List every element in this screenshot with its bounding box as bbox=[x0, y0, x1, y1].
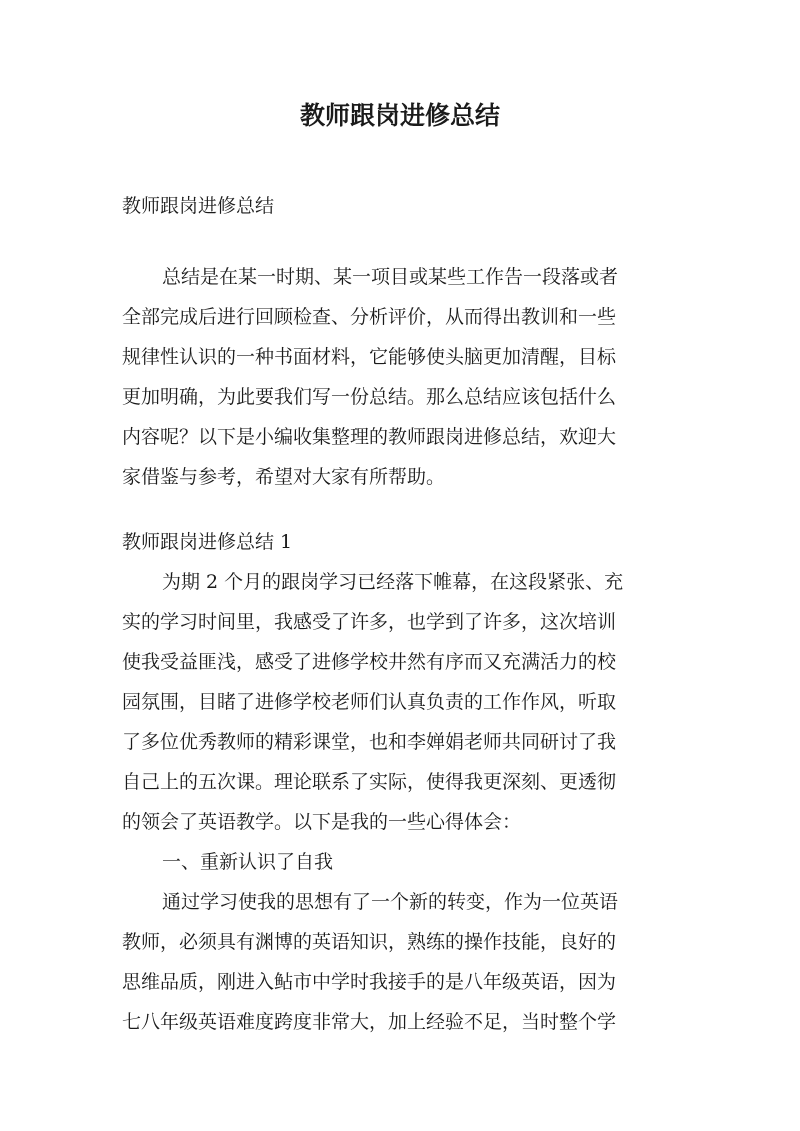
section-paragraph-line: 为期 2 个月的跟岗学习已经落下帷幕，在这段紧张、充 bbox=[162, 571, 624, 593]
section-paragraph-line: 自己上的五次课。理论联系了实际，使得我更深刻、更透彻 bbox=[122, 771, 617, 793]
intro-paragraph-line: 家借鉴与参考，希望对大家有所帮助。 bbox=[122, 466, 446, 488]
intro-paragraph-line: 规律性认识的一种书面材料，它能够使头脑更加清醒，目标 bbox=[122, 346, 617, 368]
body-paragraph-line: 教师，必须具有渊博的英语知识，熟练的操作技能，良好的 bbox=[122, 931, 617, 953]
body-paragraph-line: 通过学习使我的思想有了一个新的转变，作为一位英语 bbox=[162, 891, 619, 913]
body-paragraph-line: 思维品质，刚进入鲇市中学时我接手的是八年级英语，因为 bbox=[122, 971, 617, 993]
intro-paragraph-line: 总结是在某一时期、某一项目或某些工作告一段落或者 bbox=[162, 266, 619, 288]
intro-paragraph-line: 更加明确，为此要我们写一份总结。那么总结应该包括什么 bbox=[122, 386, 617, 408]
document-title: 教师跟岗进修总结 bbox=[299, 101, 500, 130]
section-paragraph-line: 使我受益匪浅，感受了进修学校井然有序而又充满活力的校 bbox=[122, 651, 617, 673]
intro-paragraph-line: 全部完成后进行回顾检查、分析评价，从而得出教训和一些 bbox=[122, 306, 617, 328]
intro-paragraph-line: 内容呢？以下是小编收集整理的教师跟岗进修总结，欢迎大 bbox=[122, 426, 617, 448]
subheading-reknow-self: 一、重新认识了自我 bbox=[162, 851, 334, 873]
document-subtitle: 教师跟岗进修总结 bbox=[122, 195, 275, 217]
section-paragraph-line: 实的学习时间里，我感受了许多，也学到了许多，这次培训 bbox=[122, 611, 617, 633]
section-title: 教师跟岗进修总结 1 bbox=[122, 531, 293, 553]
body-paragraph-line: 七八年级英语难度跨度非常大，加上经验不足，当时整个学 bbox=[122, 1011, 617, 1033]
section-paragraph-line: 的领会了英语教学。以下是我的一些心得体会： bbox=[122, 811, 522, 833]
section-paragraph-line: 园氛围，目睹了进修学校老师们认真负责的工作作风，听取 bbox=[122, 691, 617, 713]
section-paragraph-line: 了多位优秀教师的精彩课堂，也和李婵娟老师共同研讨了我 bbox=[122, 731, 617, 753]
